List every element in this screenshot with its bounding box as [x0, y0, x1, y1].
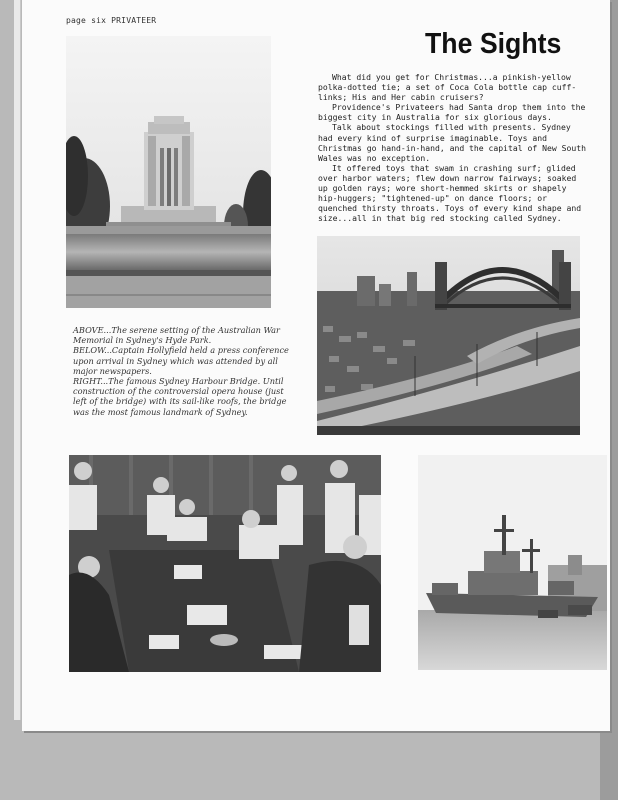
caption-above: ABOVE...The serene setting of the Australian War Memorial in Sydney's Hyde Park.: [73, 325, 280, 346]
paragraph: Providence's Privateers had Santa drop them into the biggest city in Australia for six glorious days.: [318, 102, 586, 123]
article-title: The Sights: [425, 28, 562, 60]
warship-photo: [418, 455, 607, 670]
paragraph: Talk about stockings filled with presents. Sydney had every kind of surprise imaginable. Toys and Christmas go hand-in-hand, and the capital of New South Wales was no exception.: [318, 122, 587, 163]
paragraph: It offered toys that swam in crashing surf; glided over harbor waters; flew down narrow fairways; soaked up golden rays; wore short-hemmed skirts or shapely hip-huggers; "tightened-up" on dance floors; or quenched thirsty throats. Toys of every kind shape and size...all in that big red stocking called Sydney.: [318, 162, 582, 224]
photo-captions: [73, 325, 293, 417]
caption-right: RIGHT...The famous Sydney Harbour Bridge. Until construction of the controversial opera house (just left of the bridge) with its sail-like roofs, the bridge was the most famous landmark of Sydney.: [73, 376, 287, 417]
article-body: [318, 72, 586, 223]
war-memorial-photo: [66, 36, 271, 308]
harbour-bridge-photo: [317, 236, 580, 435]
paragraph: What did you get for Christmas...a pinkish-yellow polka-dotted tie; a set of Coca Cola bottle cap cuff-links; His and Her cabin cruisers?: [318, 72, 577, 103]
page-binding-edge: [14, 0, 21, 720]
caption-below: BELOW...Captain Hollyfield held a press conference upon arrival in Sydney which was attended by all major newspapers.: [73, 345, 289, 376]
press-conference-photo: [69, 455, 381, 672]
page-header: page six PRIVATEER: [66, 16, 157, 25]
